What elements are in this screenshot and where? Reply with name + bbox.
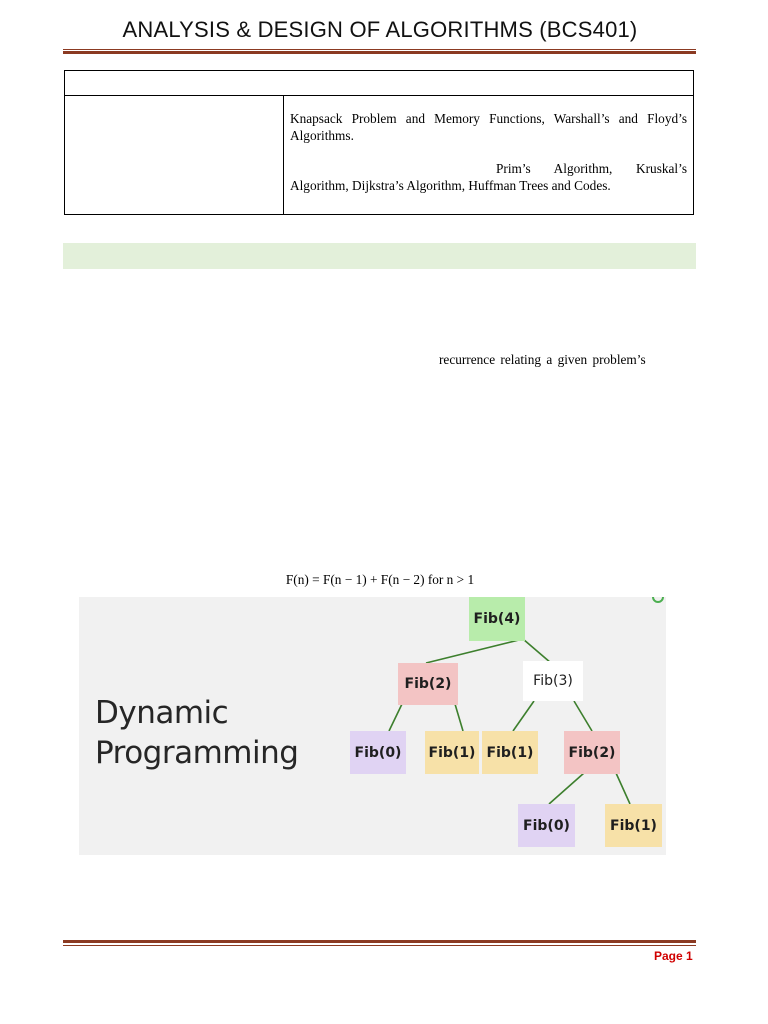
node-fib2-right: Fib(2) — [564, 731, 620, 774]
edge-fib2-fib0 — [389, 704, 402, 731]
document-header-title: ANALYSIS & DESIGN OF ALGORITHMS (BCS401) — [122, 17, 638, 42]
fibonacci-formula: F(n) = F(n − 1) + F(n − 2) for n > 1 — [285, 572, 475, 587]
section-heading-band — [63, 243, 696, 269]
header-rule-thin — [63, 49, 696, 50]
edge-fib4-fib3 — [523, 639, 551, 663]
node-fib1-right: Fib(1) — [605, 804, 662, 847]
topics-dynamic-programming: Knapsack Problem and Memory Functions, Warshall’s and Floyd’s Algorithms. — [290, 111, 687, 143]
node-fib0-right: Fib(0) — [518, 804, 575, 847]
edge-fib3-fib1 — [513, 701, 534, 731]
figure-title-line1: Dynamic — [95, 695, 229, 731]
page-number: Page 1 — [654, 949, 693, 963]
table-right-cell — [284, 96, 693, 214]
edge-fib2r-fib0 — [549, 773, 584, 804]
edge-fib3-fib2 — [574, 701, 592, 731]
footer-rule-thick — [63, 940, 696, 943]
edge-fib2-fib1 — [455, 704, 463, 731]
node-fib1-b: Fib(1) — [482, 731, 538, 774]
edge-fib4-fib2 — [426, 639, 523, 663]
recurrence-text: recurrence relating a given problem’s — [439, 352, 646, 367]
node-fib3: Fib(3) — [523, 661, 583, 701]
topics-greedy: Prim’s Algorithm, Kruskal’s Algorithm, Dijkstra’s Algorithm, Huffman Trees and Codes. — [290, 161, 687, 193]
figure-title-line2: Programming — [95, 735, 299, 771]
header-rule-thick — [63, 51, 696, 54]
table-header-row — [65, 71, 693, 96]
dynamic-programming-figure — [79, 597, 666, 855]
table-left-cell — [65, 96, 284, 214]
footer-rule-thin — [63, 945, 696, 946]
node-fib1-a: Fib(1) — [425, 731, 479, 774]
node-fib4: Fib(4) — [469, 597, 525, 641]
node-fib2-left: Fib(2) — [398, 663, 458, 705]
node-fib0-left: Fib(0) — [350, 731, 406, 774]
fib-tree-edges — [79, 597, 666, 855]
edge-fib2r-fib1 — [616, 773, 630, 804]
module-topics-table — [64, 70, 694, 215]
